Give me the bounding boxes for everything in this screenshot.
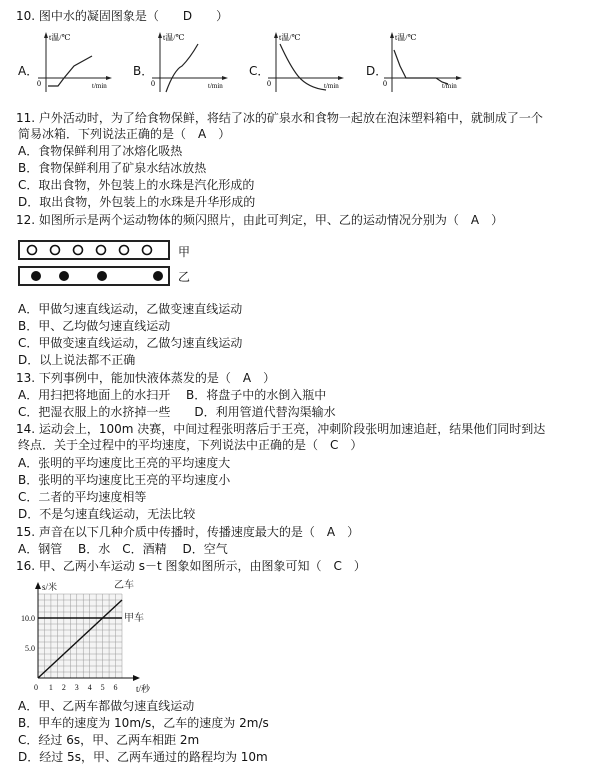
chart-x-axis-arrow	[133, 675, 140, 681]
q14-stem-line2: 终点．关于全过程中的平均速度，下列说法中正确的是（ C ）	[18, 438, 363, 452]
q16-option-a: A．甲、乙两车都做匀速直线运动	[18, 699, 195, 713]
q11-option-a: A．食物保鲜利用了冰熔化吸热	[18, 144, 183, 158]
q10-graph-a-xlabel: t/min	[92, 82, 107, 90]
q10-graph-b	[148, 30, 230, 98]
chart-x-tick-label: 2	[61, 683, 66, 692]
q16-option-d: D．经过 5s，甲、乙两车通过的路程均为 10m	[18, 750, 268, 764]
q14-option-c: C．二者的平均速度相等	[18, 490, 147, 504]
q12-stem: 12. 如图所示是两个运动物体的频闪照片，由此可判定，甲、乙的运动情况分别为（ A ）	[16, 213, 504, 227]
q13-options-line2: C．把湿衣服上的水挤掉一些 D．利用管道代替沟渠输水	[18, 405, 336, 419]
q11-option-b: B．食物保鲜利用了矿泉水结冰放热	[18, 161, 207, 175]
q10-stem: 10. 图中水的凝固图象是（ D ）	[16, 9, 229, 23]
q10-graph-c-ylabel: t温/℃	[279, 33, 301, 42]
q10-graph-b-ylabel: t温/℃	[163, 33, 185, 42]
q12-label-jia: 甲	[178, 245, 191, 259]
q13-options-line1: A．用扫把将地面上的水扫开 B．将盘子中的水倒入瓶中	[18, 388, 327, 402]
chart-y-axis-label: s/米	[42, 582, 58, 592]
q11-stem-line2: 简易冰箱．下列说法正确的是（ A ）	[18, 127, 231, 141]
q11-stem-line1: 11. 户外活动时，为了给食物保鲜，将结了冰的矿泉水和食物一起放在泡沫塑料箱中，就制成了一个	[16, 111, 543, 125]
chart-x-tick-label: 6	[113, 683, 118, 692]
q10-graph-d-xlabel: t/min	[442, 82, 457, 90]
chart-y-tick-label: 10.0	[21, 614, 35, 623]
q16-stem: 16. 甲、乙两小车运动 s－t 图象如图所示，由图象可知（ C ）	[16, 559, 366, 573]
q15-options: A．钢管 B．水 C．酒精 D．空气	[18, 542, 228, 556]
q16-option-b: B．甲车的速度为 10m/s，乙车的速度为 2m/s	[18, 716, 269, 730]
q14-option-b: B．张明的平均速度比王亮的平均速度小	[18, 473, 231, 487]
q16-option-c: C．经过 6s，甲、乙两车相距 2m	[18, 733, 200, 747]
q12-flash-strip-jia	[18, 240, 170, 260]
q12-option-a: A．甲做匀速直线运动，乙做变速直线运动	[18, 302, 243, 316]
q12-flash-strip-yi	[18, 266, 170, 286]
chart-x-tick-label: 0	[34, 683, 38, 692]
q10-graph-b-origin: 0	[151, 79, 155, 88]
chart-y-tick-label: 5.0	[25, 644, 35, 653]
q14-option-a: A．张明的平均速度比王亮的平均速度大	[18, 456, 231, 470]
q14-stem-line1: 14. 运动会上，100m 决赛，中间过程张明落后于王亮，冲刺阶段张明加速追赶，结果他们同时到达	[16, 422, 546, 436]
chart-x-tick-label: 4	[87, 683, 92, 692]
q13-stem: 13. 下列事例中，能加快液体蒸发的是（ A ）	[16, 371, 276, 385]
chart-x-tick-label: 1	[48, 683, 53, 692]
q16-st-chart	[8, 574, 178, 698]
q10-graph-c-xlabel: t/min	[324, 82, 339, 90]
q10-graph-b-xlabel: t/min	[208, 82, 223, 90]
q10-graph-c-origin: 0	[267, 79, 271, 88]
chart-y-axis-arrow	[35, 582, 41, 589]
q11-option-c: C．取出食物，外包装上的水珠是汽化形成的	[18, 178, 255, 192]
q14-option-d: D．不是匀速直线运动，无法比较	[18, 507, 196, 521]
q12-option-d: D．以上说法都不正确	[18, 353, 136, 367]
q12-label-yi: 乙	[178, 270, 191, 284]
chart-x-tick-label: 5	[100, 683, 105, 692]
q10-option-b-label: B．	[133, 64, 154, 78]
q11-option-d: D．取出食物，外包装上的水珠是升华形成的	[18, 195, 256, 209]
q12-option-c: C．甲做变速直线运动，乙做匀速直线运动	[18, 336, 243, 350]
q10-graph-d	[380, 30, 466, 98]
q10-graph-a-origin: 0	[37, 79, 41, 88]
chart-series-label-yi: 乙车	[114, 580, 134, 591]
q12-option-b: B．甲、乙均做匀速直线运动	[18, 319, 171, 333]
q10-option-a-label: A．	[18, 64, 39, 78]
chart-x-tick-label: 3	[74, 683, 79, 692]
q10-option-c-label: C．	[249, 64, 270, 78]
q10-graph-a	[34, 30, 114, 98]
chart-series-label-jia: 甲车	[124, 613, 144, 624]
q10-option-d-label: D．	[366, 64, 388, 78]
q10-graph-c	[264, 30, 346, 98]
q10-graph-d-ylabel: t温/℃	[395, 33, 417, 42]
q10-graph-d-origin: 0	[383, 79, 387, 88]
q10-graph-a-ylabel: t温/℃	[49, 33, 71, 42]
chart-x-axis-label: t/秒	[136, 684, 151, 694]
q15-stem: 15. 声音在以下几种介质中传播时，传播速度最大的是（ A ）	[16, 525, 360, 539]
